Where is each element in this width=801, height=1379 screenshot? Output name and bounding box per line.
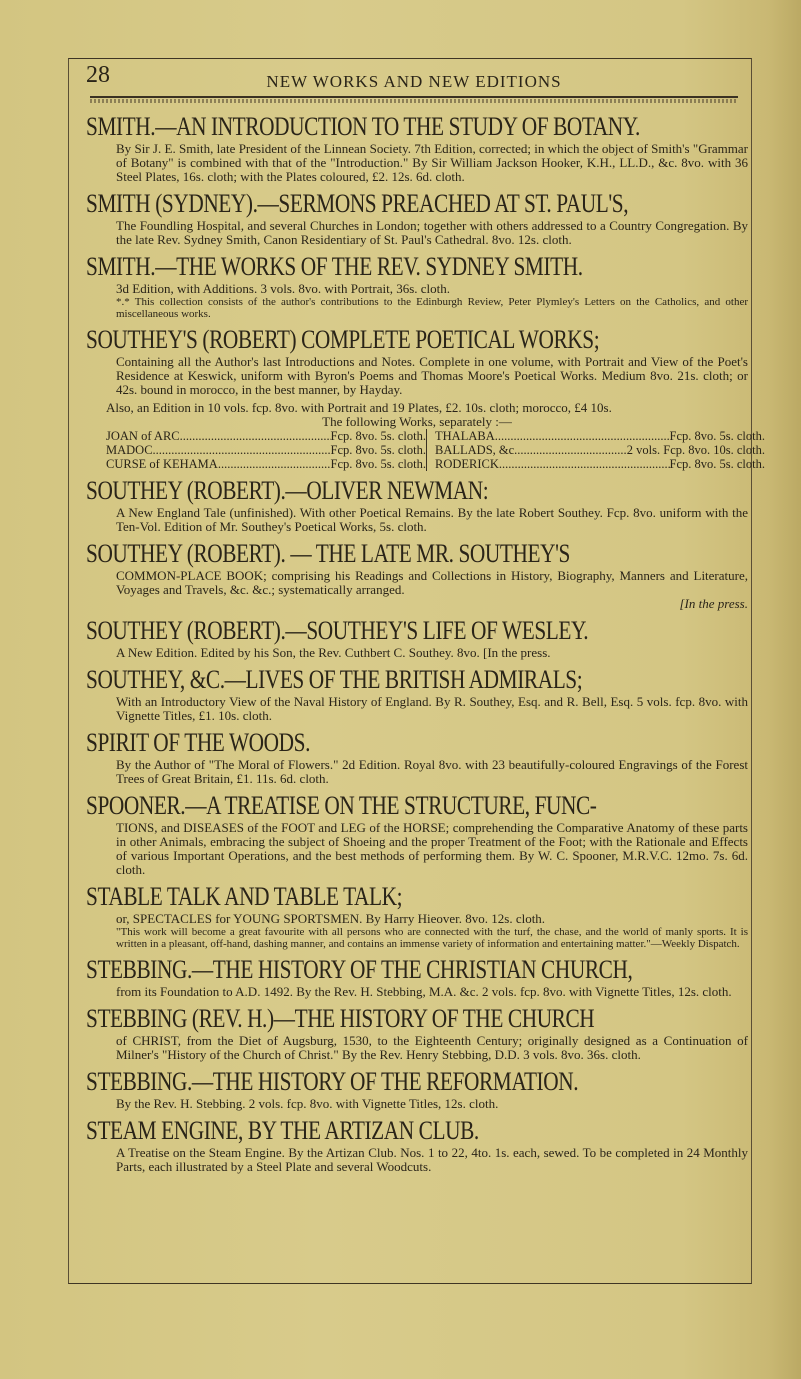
entry-title: STEBBING.—THE HISTORY OF THE REFORMATION. — [86, 1067, 579, 1096]
entry-title: SPOONER.—A TREATISE ON THE STRUCTURE, FUNC- — [86, 791, 597, 820]
entry-body: With an Introductory View of the Naval History of England. By R. Southey, Esq. and R. Bell, Esq. 5 vols. fcp. 8vo. with Vignette Titles, £1. 10s. cloth. — [116, 694, 748, 723]
entry-body: By the Author of "The Moral of Flowers." 2d Edition. Royal 8vo. with 23 beautifully-coloured Engravings of the Forest Trees of Great Britain, £1. 11s. 6d. cloth. — [116, 757, 748, 786]
work-detail: 2 vols. Fcp. 8vo. 10s. cloth. — [626, 443, 765, 457]
entry-smith-sermons — [86, 189, 748, 247]
separately-heading: The following Works, separately :— — [322, 414, 512, 429]
entry-body: of CHRIST, from the Diet of Augsburg, 1530, to the Eighteenth Century; originally designed as a Continuation of Milner's "History of the Church of Christ." By the Rev. Henry Stebbing, D.D. 3 vols. 8vo. 36s. cloth. — [116, 1033, 748, 1062]
entry-title: STABLE TALK AND TABLE TALK; — [86, 882, 403, 911]
entry-title: SOUTHEY (ROBERT).—SOUTHEY'S LIFE OF WESLEY. — [86, 616, 589, 645]
entry-note: *.* This collection consists of the author's contributions to the Edinburgh Review, Peter Plymley's Letters on the Catholics, and other miscellaneous works. — [116, 296, 748, 320]
entry-title: SPIRIT OF THE WOODS. — [86, 728, 310, 757]
entry-southey-oliver-newman — [86, 476, 748, 534]
entry-body: A New England Tale (unfinished). With other Poetical Remains. By the late Robert Southey. Fcp. 8vo. uniform with the Ten-Vol. Edition of Mr. Southey's Poetical Works, 5s. cloth. — [116, 505, 748, 534]
running-head: NEW WORKS AND NEW EDITIONS — [266, 72, 562, 91]
work-row — [435, 443, 765, 457]
entry-title: STEAM ENGINE, BY THE ARTIZAN CLUB. — [86, 1116, 479, 1145]
works-column-left — [106, 429, 426, 471]
work-row — [435, 457, 765, 471]
entry-stable-talk — [86, 882, 748, 950]
entry-body: The Foundling Hospital, and several Churches in London; together with others addressed to a Country Congregation. By the late Rev. Sydney Smith, Canon Residentiary of St. Paul's Cathedral. 8vo. 12s. cloth. — [116, 218, 748, 247]
entry-title: SMITH (SYDNEY).—SERMONS PREACHED AT ST. PAUL'S, — [86, 189, 629, 218]
work-row — [106, 443, 426, 457]
entry-body: 3d Edition, with Additions. 3 vols. 8vo. with Portrait, 36s. cloth. — [116, 281, 451, 296]
entry-southey-british-admirals — [86, 665, 748, 723]
entry-body: A Treatise on the Steam Engine. By the Artizan Club. Nos. 1 to 22, 4to. 1s. each, sewed. To be completed in 24 Monthly Parts, each illustrated by a Steel Plate and several Woodcuts. — [116, 1145, 748, 1174]
entry-body: TIONS, and DISEASES of the FOOT and LEG of the HORSE; comprehending the Comparative Anatomy of these parts in other Animals, embracing the subject of Shoeing and the proper Treatment of the Foot; with the Rationale and Effects of various Important Operations, and the best methods of performing them. By W. C. Spooner, M.R.V.C. 12mo. 7s. 6d. cloth. — [116, 820, 748, 877]
entry-also-edition: Also, an Edition in 10 vols. fcp. 8vo. with Portrait and 19 Plates, £2. 10s. cloth; morocco, £4 10s. — [106, 400, 612, 415]
entry-title: SMITH.—THE WORKS OF THE REV. SYDNEY SMITH. — [86, 252, 583, 281]
entry-southey-poetical-works — [86, 325, 765, 471]
entry-stebbing-church-of-christ — [86, 1004, 748, 1062]
work-name: BALLADS, &c. — [435, 443, 518, 457]
entry-spirit-of-the-woods — [86, 728, 748, 786]
work-name: CURSE of KEHAMA — [106, 457, 218, 471]
entry-stebbing-reformation — [86, 1067, 748, 1111]
entry-body: COMMON-PLACE BOOK; comprising his Readings and Collections in History, Biography, Manners and Literature, Voyages and Travels, &c. &c.; systematically arranged. — [116, 568, 748, 597]
work-name: MADOC — [106, 443, 153, 457]
entry-title: SMITH.—AN INTRODUCTION TO THE STUDY OF BOTANY. — [86, 112, 640, 141]
entry-review-quote: "This work will become a great favourite with all persons who are connected with the turf, the chase, and the world of manly sports. It is written in a pleasant, off-hand, dashing manner, and contains an immense variety of information and entertaining matter."—Weekly Dispatch. — [116, 926, 748, 950]
entry-smith-botany — [86, 112, 748, 184]
entry-title: SOUTHEY (ROBERT). — THE LATE MR. SOUTHEY'S — [86, 539, 570, 568]
entry-body: or, SPECTACLES for YOUNG SPORTSMEN. By Harry Hieover. 8vo. 12s. cloth. — [116, 911, 546, 926]
work-detail: Fcp. 8vo. 5s. cloth. — [330, 429, 426, 443]
work-detail: Fcp. 8vo. 5s. cloth. — [330, 443, 426, 457]
works-column-right — [426, 429, 765, 471]
entry-title: STEBBING.—THE HISTORY OF THE CHRISTIAN CHURCH, — [86, 955, 633, 984]
entry-smith-works — [86, 252, 748, 320]
work-detail: Fcp. 8vo. 5s. cloth. — [669, 457, 765, 471]
work-name: RODERICK — [435, 457, 499, 471]
separate-works-table — [106, 429, 765, 471]
work-row — [106, 429, 426, 443]
header-ornamental-rule — [90, 99, 738, 103]
in-press-status: [In the press. — [679, 596, 748, 611]
entry-title: SOUTHEY'S (ROBERT) COMPLETE POETICAL WORKS; — [86, 325, 600, 354]
entry-southey-common-place-book — [86, 539, 748, 611]
entry-title: SOUTHEY, &C.—LIVES OF THE BRITISH ADMIRALS; — [86, 665, 583, 694]
catalogue-listing — [86, 112, 765, 1179]
entry-spooner-horse-treatise — [86, 791, 748, 877]
entry-steam-engine — [86, 1116, 748, 1174]
entry-body: By Sir J. E. Smith, late President of the Linnean Society. 7th Edition, corrected; in which the object of Smith's "Grammar of Botany" is combined with that of the "Introduction." By Sir William Jackson Hooker, K.H., LL.D., &c. 8vo. with 36 Steel Plates, 16s. cloth; with the Plates coloured, £2. 12s. 6d. cloth. — [116, 141, 748, 184]
work-row — [435, 429, 765, 443]
entry-title: SOUTHEY (ROBERT).—OLIVER NEWMAN: — [86, 476, 489, 505]
entry-body: from its Foundation to A.D. 1492. By the Rev. H. Stebbing, M.A. &c. 2 vols. fcp. 8vo. with Vignette Titles, 12s. cloth. — [116, 984, 732, 999]
work-row — [106, 457, 426, 471]
entry-southey-life-of-wesley — [86, 616, 748, 660]
work-detail: Fcp. 8vo. 5s. cloth. — [669, 429, 765, 443]
entry-body: A New Edition. Edited by his Son, the Rev. Cuthbert C. Southey. 8vo. [In the press. — [116, 645, 551, 660]
page-number: 28 — [86, 62, 110, 88]
work-name: JOAN of ARC — [106, 429, 180, 443]
work-name: THALABA — [435, 429, 495, 443]
entry-stebbing-christian-church — [86, 955, 748, 999]
work-detail: Fcp. 8vo. 5s. cloth. — [330, 457, 426, 471]
page-header — [86, 60, 742, 100]
entry-title: STEBBING (REV. H.)—THE HISTORY OF THE CHURCH — [86, 1004, 595, 1033]
entry-body: By the Rev. H. Stebbing. 2 vols. fcp. 8vo. with Vignette Titles, 12s. cloth. — [116, 1096, 499, 1111]
entry-body: Containing all the Author's last Introductions and Notes. Complete in one volume, with Portrait and View of the Poet's Residence at Keswick, uniform with Byron's Poems and Thomas Moore's Poetical Works. Medium 8vo. 21s. cloth; or 42s. bound in morocco, in the best manner, by Hayday. — [116, 354, 748, 397]
